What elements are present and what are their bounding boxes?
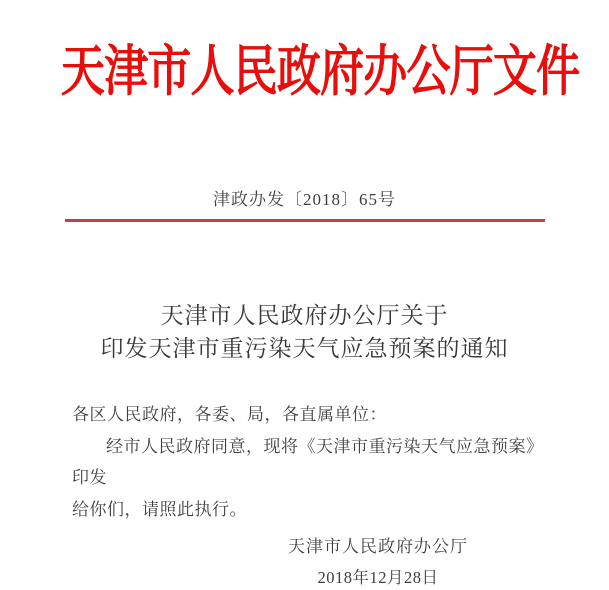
salutation-line: 各区人民政府，各委、局，各直属单位：: [72, 405, 387, 424]
issue-date: 2018年12月28日: [317, 568, 439, 587]
body-paragraph-line-2: 给你们，请照此执行。: [72, 499, 247, 519]
issuer-name: 天津市人民政府办公厅: [288, 537, 468, 556]
document-title-line-2: 印发天津市重污染天气应急预案的通知: [100, 336, 509, 361]
red-letterhead-title: 天津市人民政府办公厅文件: [60, 41, 580, 102]
document-body: [72, 399, 556, 525]
document-title: [0, 299, 609, 365]
document-number: 津政办发〔2018〕65号: [213, 190, 396, 209]
signature-block: [244, 536, 512, 588]
red-divider-line: [65, 219, 545, 222]
document-title-line-1: 天津市人民政府办公厅关于: [160, 303, 449, 328]
body-paragraph-line-1: 经市人民政府同意，现将《天津市重污染天气应急预案》印发: [72, 436, 544, 487]
